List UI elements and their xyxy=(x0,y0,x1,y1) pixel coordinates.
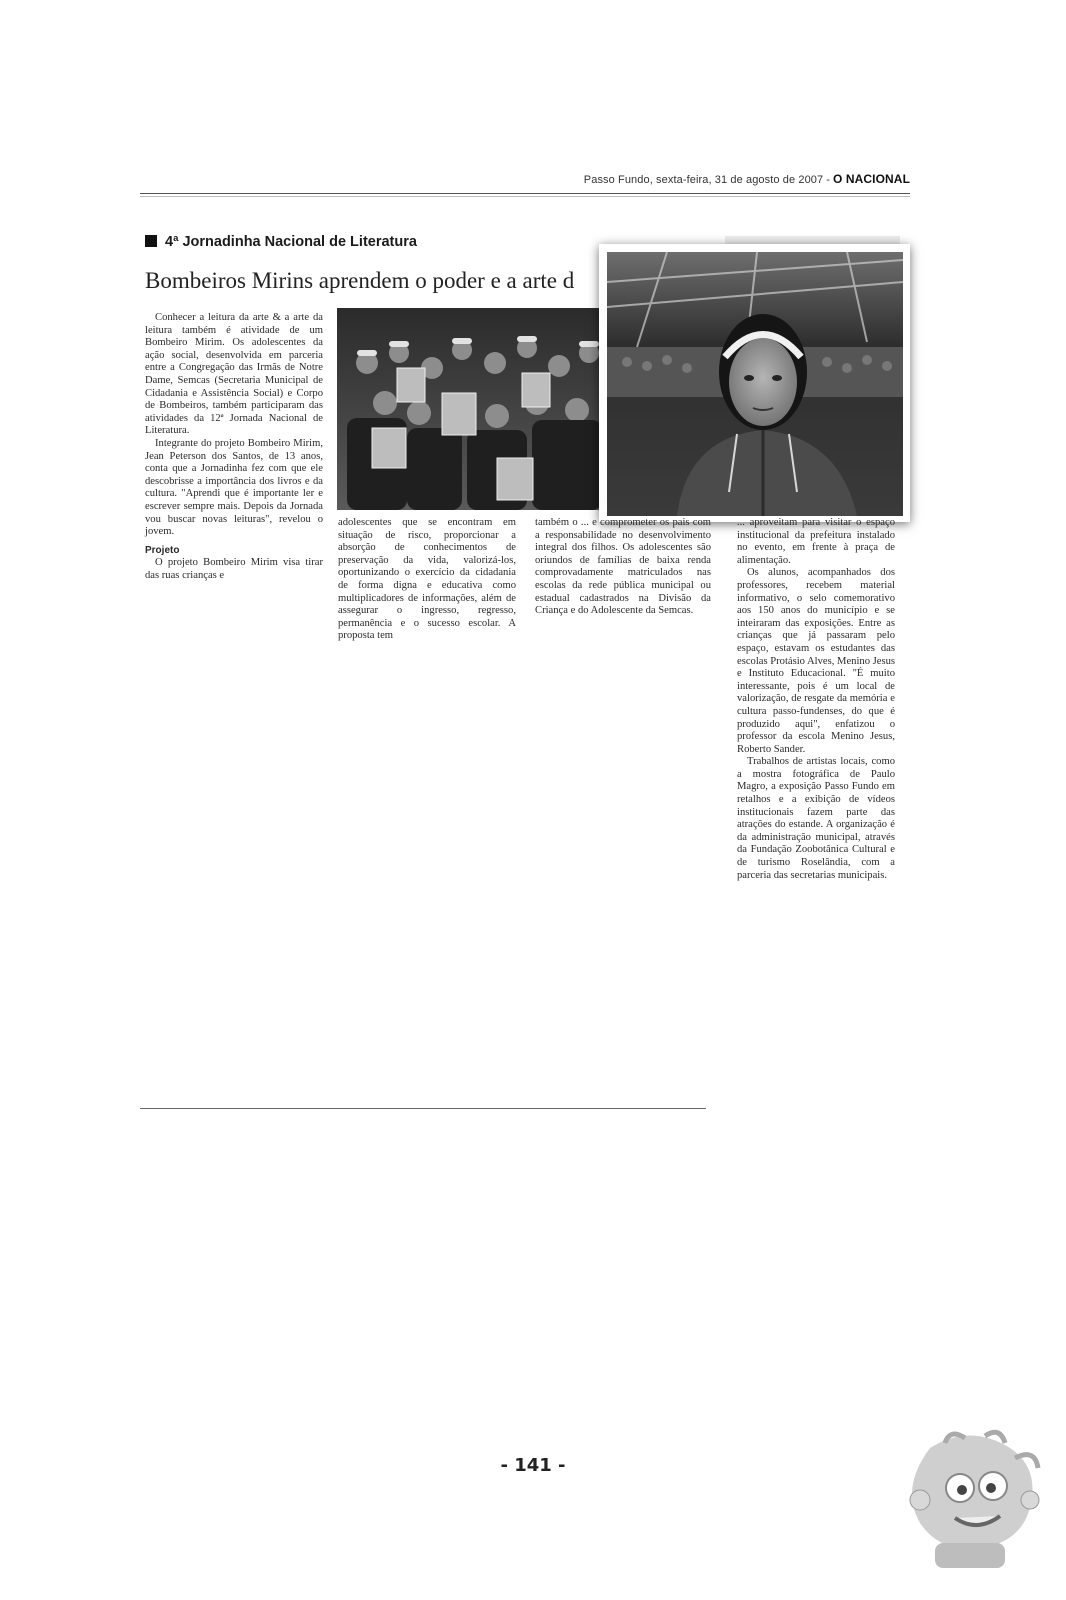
paragraph: Os alunos, acompanhados dos professores, recebem material informativo, o selo comemorativo aos 150 anos do município e se inteiraram das exposições. Entre as crianças que já passaram pelo espaço, estavam os estudantes das escolas Protásio Alves, Menino Jesus e Instituto Educacional. "É muito interessante, pois é um local de valorização, de resgate da memória e cultura passo-fundenses, do que é produzido aqui", enfatizou o professor da escola Menino Jesus, Roberto Sander. xyxy=(737,567,896,755)
paragraph: O projeto Bombeiro Mirim visa tirar das ruas crianças e xyxy=(145,557,323,581)
headline: Bombeiros Mirins aprendem o poder e a arte d xyxy=(145,268,575,293)
paragraph: Trabalhos de artistas locais, como a mostra fotográfica de Paulo Magro, a exposição Passo Fundo em retalhos e a exibição de vídeos institucionais fazem parte das atrações do estande. A organização é da administração municipal, através da Fundação Zoobotânica Cultural e de turismo Roselândia, com a parceria das secretarias municipais. xyxy=(737,756,895,881)
dateline-text: Passo Fundo, sexta-feira, 31 de agosto de 2007 xyxy=(583,174,824,186)
girl-photo xyxy=(607,252,903,516)
paragraph: Integrante do projeto Bombeiro Mirim, Jean Peterson dos Santos, de 13 anos, conta que a Jornadinha fez com que ele descobrisse a importância dos livros e da cultura. "Aprendi que é importante ler e escrever sempre mais. Depois da Jornada vou buscar novas leituras", revelou o jovem. xyxy=(145,437,323,538)
header-rule xyxy=(140,193,910,194)
header-rule-thin xyxy=(140,196,910,197)
kicker-square-icon xyxy=(145,235,157,247)
dateline xyxy=(520,172,910,186)
article-column-3 xyxy=(535,517,711,618)
footer-rule xyxy=(140,1108,706,1109)
girl-photo-image-icon xyxy=(607,252,903,516)
paragraph: Conhecer a leitura da arte & a arte da leitura também é atividade de um Bombeiro Mirim. Os adolescentes da ação social, desenvolvida em parceria entre a Congregação das Irmãs de Notre Dame, Semcas (Secretaria Municipal de Cidadania e Assistência Social) e Corpo de Bombeiros, também participaram das atividades da 12ª Jornada Nacional de Literatura. xyxy=(145,312,323,437)
article-column-4 xyxy=(737,517,895,882)
group-photo xyxy=(337,308,607,510)
subhead: Projeto xyxy=(145,544,180,556)
newspaper-name: O NACIONAL xyxy=(833,172,910,186)
paragraph: ... aproveitam para visitar o espaço institucional da prefeitura instalado no evento, em frente à praça de alimentação. xyxy=(737,517,895,566)
article-column-1 xyxy=(145,312,323,582)
cartoon-mascot-icon xyxy=(890,1428,1050,1578)
page-number: - 141 - xyxy=(500,1455,566,1476)
article-column-2 xyxy=(338,517,516,643)
paragraph: adolescentes que se encontram em situação de risco, proporcionar a absorção de conhecimentos de preservação da vida, valorizá-los, oportunizando o exercício da cidadania de forma digna e educativa como multiplicadores de informações, além de assegurar o ingresso, regresso, permanência e o sucesso escolar. A proposta tem xyxy=(338,517,516,642)
group-photo-image-icon xyxy=(337,308,607,510)
kicker-text: 4ª Jornadinha Nacional de Literatura xyxy=(165,234,417,250)
paragraph: também o ... e comprometer os pais com a responsabilidade no desenvolvimento integral dos filhos. Os adolescentes são oriundos de famílias de baixa renda comprovadamente matriculados nas escolas da rede pública municipal ou estadual cadastrados na Divisão da Criança e do Adolescente da Semcas. xyxy=(535,517,711,617)
dateline-separator: - xyxy=(826,174,830,186)
section-kicker xyxy=(145,234,417,250)
